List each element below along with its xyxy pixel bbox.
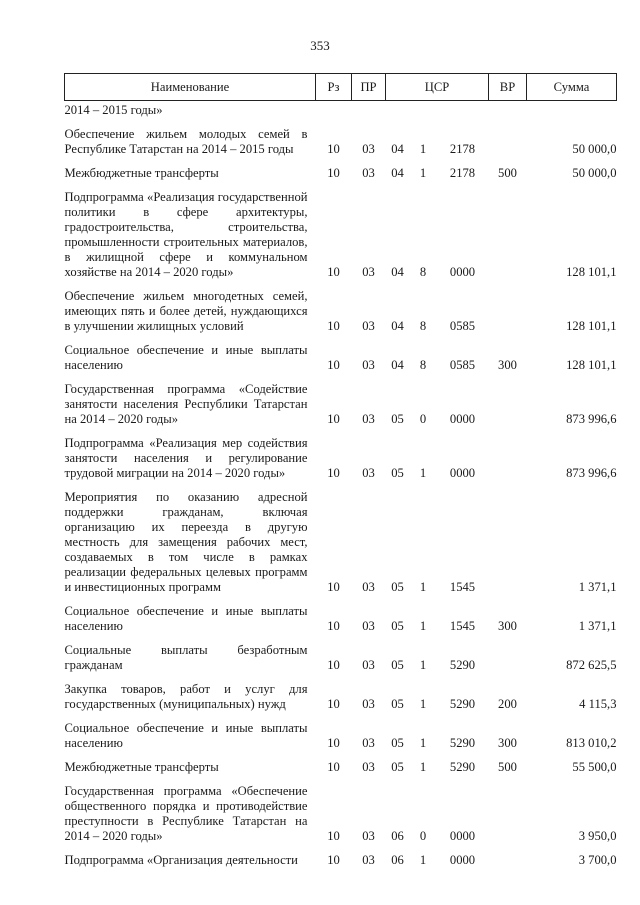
row-vr: 500 bbox=[498, 166, 517, 180]
row-rz: 10 bbox=[327, 697, 340, 711]
table-row bbox=[65, 844, 617, 868]
row-pr: 03 bbox=[362, 697, 375, 711]
row-name: Обеспечение жильем молодых семей в Республике Татарстан на 2014 – 2015 годы bbox=[64, 127, 308, 156]
row-pr: 03 bbox=[362, 358, 375, 372]
table-row bbox=[65, 280, 617, 334]
table-header-row bbox=[65, 74, 617, 101]
row-csr-item: 5290 bbox=[449, 697, 476, 711]
row-csr-subprogram: 1 bbox=[419, 580, 427, 594]
row-rz: 10 bbox=[327, 142, 340, 156]
row-csr-program: 05 bbox=[391, 736, 404, 750]
row-csr-item: 5290 bbox=[449, 736, 476, 750]
row-vr: 200 bbox=[498, 697, 517, 711]
table-row bbox=[65, 157, 617, 181]
row-sum: 4 115,3 bbox=[579, 697, 617, 711]
row-name: Подпрограмма «Организация деятельности bbox=[64, 853, 298, 867]
row-pr: 03 bbox=[362, 619, 375, 633]
row-pr: 03 bbox=[362, 760, 375, 774]
table-row bbox=[65, 481, 617, 595]
row-csr-subprogram: 0 bbox=[419, 829, 427, 843]
row-csr-program: 05 bbox=[391, 466, 404, 480]
table-row bbox=[65, 673, 617, 712]
row-pr: 03 bbox=[362, 466, 375, 480]
row-name: Социальное обеспечение и иные выплаты населению bbox=[64, 343, 308, 372]
row-csr-item: 0000 bbox=[449, 265, 476, 279]
row-pr: 03 bbox=[362, 580, 375, 594]
row-name: Межбюджетные трансферты bbox=[64, 166, 219, 180]
row-vr bbox=[489, 634, 527, 673]
table-row bbox=[65, 334, 617, 373]
row-vr: 300 bbox=[498, 736, 517, 750]
row-csr-program: 05 bbox=[391, 760, 404, 774]
row-sum: 3 950,0 bbox=[578, 829, 617, 843]
row-csr-subprogram: 1 bbox=[419, 619, 427, 633]
row-pr: 03 bbox=[362, 736, 375, 750]
row-csr-item: 2178 bbox=[449, 166, 476, 180]
row-csr-item: 5290 bbox=[449, 658, 476, 672]
row-csr-subprogram: 1 bbox=[419, 142, 427, 156]
row-sum: 872 625,5 bbox=[566, 658, 617, 672]
row-csr-item: 0585 bbox=[449, 358, 476, 372]
row-pr: 03 bbox=[362, 166, 375, 180]
row-rz: 10 bbox=[327, 736, 340, 750]
continuation-row bbox=[65, 101, 617, 119]
row-vr bbox=[489, 481, 527, 595]
row-pr: 03 bbox=[362, 319, 375, 333]
row-csr-subprogram: 1 bbox=[419, 658, 427, 672]
row-rz: 10 bbox=[327, 619, 340, 633]
row-rz: 10 bbox=[327, 853, 340, 867]
table-row bbox=[65, 751, 617, 775]
row-csr-item: 0585 bbox=[449, 319, 476, 333]
row-csr-program: 04 bbox=[391, 166, 404, 180]
row-name: Мероприятия по оказанию адресной поддержки гражданам, включая организацию их переезда в другую местность для замещения рабочих мест, создаваемых в том числе в рамках реализации федеральных целевых программ и инвестиционных программ bbox=[64, 490, 308, 594]
row-rz: 10 bbox=[327, 265, 340, 279]
table-row bbox=[65, 634, 617, 673]
row-pr: 03 bbox=[362, 658, 375, 672]
row-vr: 300 bbox=[498, 619, 517, 633]
table-row bbox=[65, 181, 617, 280]
row-sum: 128 101,1 bbox=[566, 319, 617, 333]
row-pr: 03 bbox=[362, 853, 375, 867]
table-row bbox=[65, 427, 617, 481]
row-csr-program: 04 bbox=[391, 319, 404, 333]
row-rz: 10 bbox=[327, 580, 340, 594]
header-sum: Сумма bbox=[527, 74, 617, 101]
row-name: Социальные выплаты безработным гражданам bbox=[64, 643, 308, 672]
row-sum: 3 700,0 bbox=[578, 853, 617, 867]
row-csr-program: 06 bbox=[391, 853, 404, 867]
row-csr-subprogram: 1 bbox=[419, 736, 427, 750]
row-vr bbox=[489, 181, 527, 280]
row-csr-item: 0000 bbox=[449, 466, 476, 480]
row-sum: 873 996,6 bbox=[566, 466, 617, 480]
row-sum: 128 101,1 bbox=[566, 358, 617, 372]
row-csr-program: 05 bbox=[391, 580, 404, 594]
row-rz: 10 bbox=[327, 829, 340, 843]
row-csr-item: 5290 bbox=[449, 760, 476, 774]
table-row bbox=[65, 712, 617, 751]
continuation-text: 2014 – 2015 годы» bbox=[64, 103, 163, 117]
row-sum: 55 500,0 bbox=[572, 760, 617, 774]
row-vr bbox=[489, 280, 527, 334]
row-sum: 50 000,0 bbox=[572, 166, 617, 180]
row-rz: 10 bbox=[327, 358, 340, 372]
row-csr-item: 1545 bbox=[449, 580, 476, 594]
row-csr-program: 05 bbox=[391, 658, 404, 672]
header-csr: ЦСР bbox=[386, 74, 489, 101]
row-csr-subprogram: 8 bbox=[419, 265, 427, 279]
row-csr-item: 0000 bbox=[449, 853, 476, 867]
row-csr-subprogram: 1 bbox=[419, 166, 427, 180]
row-vr: 300 bbox=[498, 358, 517, 372]
row-vr bbox=[489, 427, 527, 481]
header-rz: Рз bbox=[316, 74, 352, 101]
table-row bbox=[65, 118, 617, 157]
row-csr-item: 0000 bbox=[449, 412, 476, 426]
row-sum: 128 101,1 bbox=[566, 265, 617, 279]
row-csr-program: 05 bbox=[391, 412, 404, 426]
row-name: Межбюджетные трансферты bbox=[64, 760, 219, 774]
row-csr-subprogram: 8 bbox=[419, 358, 427, 372]
row-csr-program: 04 bbox=[391, 142, 404, 156]
row-name: Подпрограмма «Реализация мер содействия занятости населения и регулирование трудовой миграции на 2014 – 2020 годы» bbox=[64, 436, 308, 480]
table-row bbox=[65, 775, 617, 844]
row-rz: 10 bbox=[327, 166, 340, 180]
row-pr: 03 bbox=[362, 829, 375, 843]
row-csr-program: 05 bbox=[391, 697, 404, 711]
row-name: Закупка товаров, работ и услуг для государственных (муниципальных) нужд bbox=[64, 682, 308, 711]
table-row bbox=[65, 373, 617, 427]
row-csr-subprogram: 8 bbox=[419, 319, 427, 333]
row-csr-subprogram: 1 bbox=[419, 853, 427, 867]
header-pr: ПР bbox=[352, 74, 386, 101]
row-sum: 1 371,1 bbox=[578, 580, 617, 594]
row-name: Подпрограмма «Реализация государственной политики в сфере архитектуры, градостроительства, строительства, промышленности строительных материалов, в жилищной сфере и коммунальном хозяйстве на 2014 – 2020 годы» bbox=[64, 190, 308, 279]
row-rz: 10 bbox=[327, 658, 340, 672]
row-rz: 10 bbox=[327, 412, 340, 426]
header-name: Наименование bbox=[65, 74, 316, 101]
row-pr: 03 bbox=[362, 265, 375, 279]
page-number: 353 bbox=[310, 38, 330, 53]
row-rz: 10 bbox=[327, 466, 340, 480]
row-pr: 03 bbox=[362, 412, 375, 426]
row-sum: 1 371,1 bbox=[578, 619, 617, 633]
row-name: Социальное обеспечение и иные выплаты населению bbox=[64, 604, 308, 633]
row-vr bbox=[489, 373, 527, 427]
row-csr-item: 0000 bbox=[449, 829, 476, 843]
header-vr: ВР bbox=[489, 74, 527, 101]
row-vr bbox=[489, 118, 527, 157]
row-csr-subprogram: 1 bbox=[419, 760, 427, 774]
row-name: Социальное обеспечение и иные выплаты населению bbox=[64, 721, 308, 750]
row-csr-subprogram: 1 bbox=[419, 466, 427, 480]
row-rz: 10 bbox=[327, 319, 340, 333]
row-sum: 813 010,2 bbox=[566, 736, 617, 750]
row-csr-program: 06 bbox=[391, 829, 404, 843]
row-rz: 10 bbox=[327, 760, 340, 774]
row-csr-program: 04 bbox=[391, 358, 404, 372]
row-sum: 50 000,0 bbox=[572, 142, 617, 156]
row-sum: 873 996,6 bbox=[566, 412, 617, 426]
row-csr-subprogram: 0 bbox=[419, 412, 427, 426]
row-name: Государственная программа «Содействие занятости населения Республики Татарстан на 2014 – 2020 годы» bbox=[64, 382, 308, 426]
row-csr-program: 04 bbox=[391, 265, 404, 279]
row-csr-item: 1545 bbox=[449, 619, 476, 633]
row-vr bbox=[489, 844, 527, 868]
row-name: Государственная программа «Обеспечение общественного порядка и противодействие преступности в Республике Татарстан на 2014 – 2020 годы» bbox=[64, 784, 308, 843]
table-row bbox=[65, 595, 617, 634]
row-csr-item: 2178 bbox=[449, 142, 476, 156]
budget-table bbox=[64, 73, 617, 868]
row-csr-program: 05 bbox=[391, 619, 404, 633]
row-vr: 500 bbox=[498, 760, 517, 774]
row-csr-subprogram: 1 bbox=[419, 697, 427, 711]
row-name: Обеспечение жильем многодетных семей, имеющих пять и более детей, нуждающихся в улучшении жилищных условий bbox=[64, 289, 308, 333]
row-vr bbox=[489, 775, 527, 844]
row-pr: 03 bbox=[362, 142, 375, 156]
